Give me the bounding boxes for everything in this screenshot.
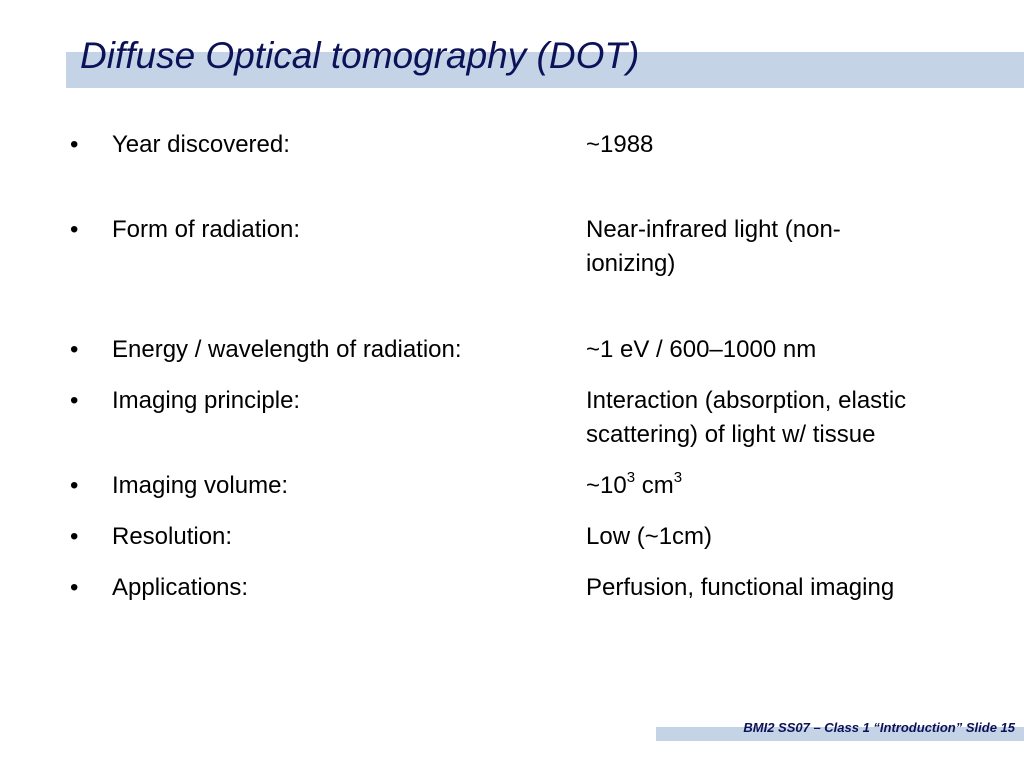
item-label: Imaging principle: [112,387,301,414]
item-value-unit-exponent: 3 [673,469,683,486]
item-value-line1: Near-infrared light (non- [586,216,841,243]
item-value [586,384,986,452]
item-label: Applications: [112,574,249,601]
item-value-unit: cm [635,472,674,499]
bullet-icon: • [70,472,79,499]
item-value-line1: Interaction (absorption, elastic [586,387,907,414]
item-label: Year discovered: [112,131,290,158]
bullet-icon: • [70,336,79,363]
bullet-icon: • [70,574,79,601]
item-label: Energy / wavelength of radiation: [112,336,462,363]
item-value: ~1 eV / 600–1000 nm [586,336,817,363]
item-value-exponent: 3 [626,469,636,486]
item-value: ~1988 [586,131,654,158]
bullet-icon: • [70,387,79,414]
item-value-line2: scattering) of light w/ tissue [586,421,876,448]
slide-footer: BMI2 SS07 – Class 1 “Introduction” Slide 15 [743,720,1015,735]
item-value: Perfusion, functional imaging [586,574,895,601]
item-label: Resolution: [112,523,233,550]
bullet-icon: • [70,131,79,158]
item-value-base: ~10 [586,472,627,499]
bullet-icon: • [70,523,79,550]
item-value [586,469,986,503]
item-value: Low (~1cm) [586,523,713,550]
item-label: Form of radiation: [112,216,301,243]
item-label: Imaging volume: [112,472,289,499]
item-value [586,213,986,281]
item-value-line2: ionizing) [586,250,676,277]
bullet-icon: • [70,216,79,243]
slide-title: Diffuse Optical tomography (DOT) [80,35,640,76]
